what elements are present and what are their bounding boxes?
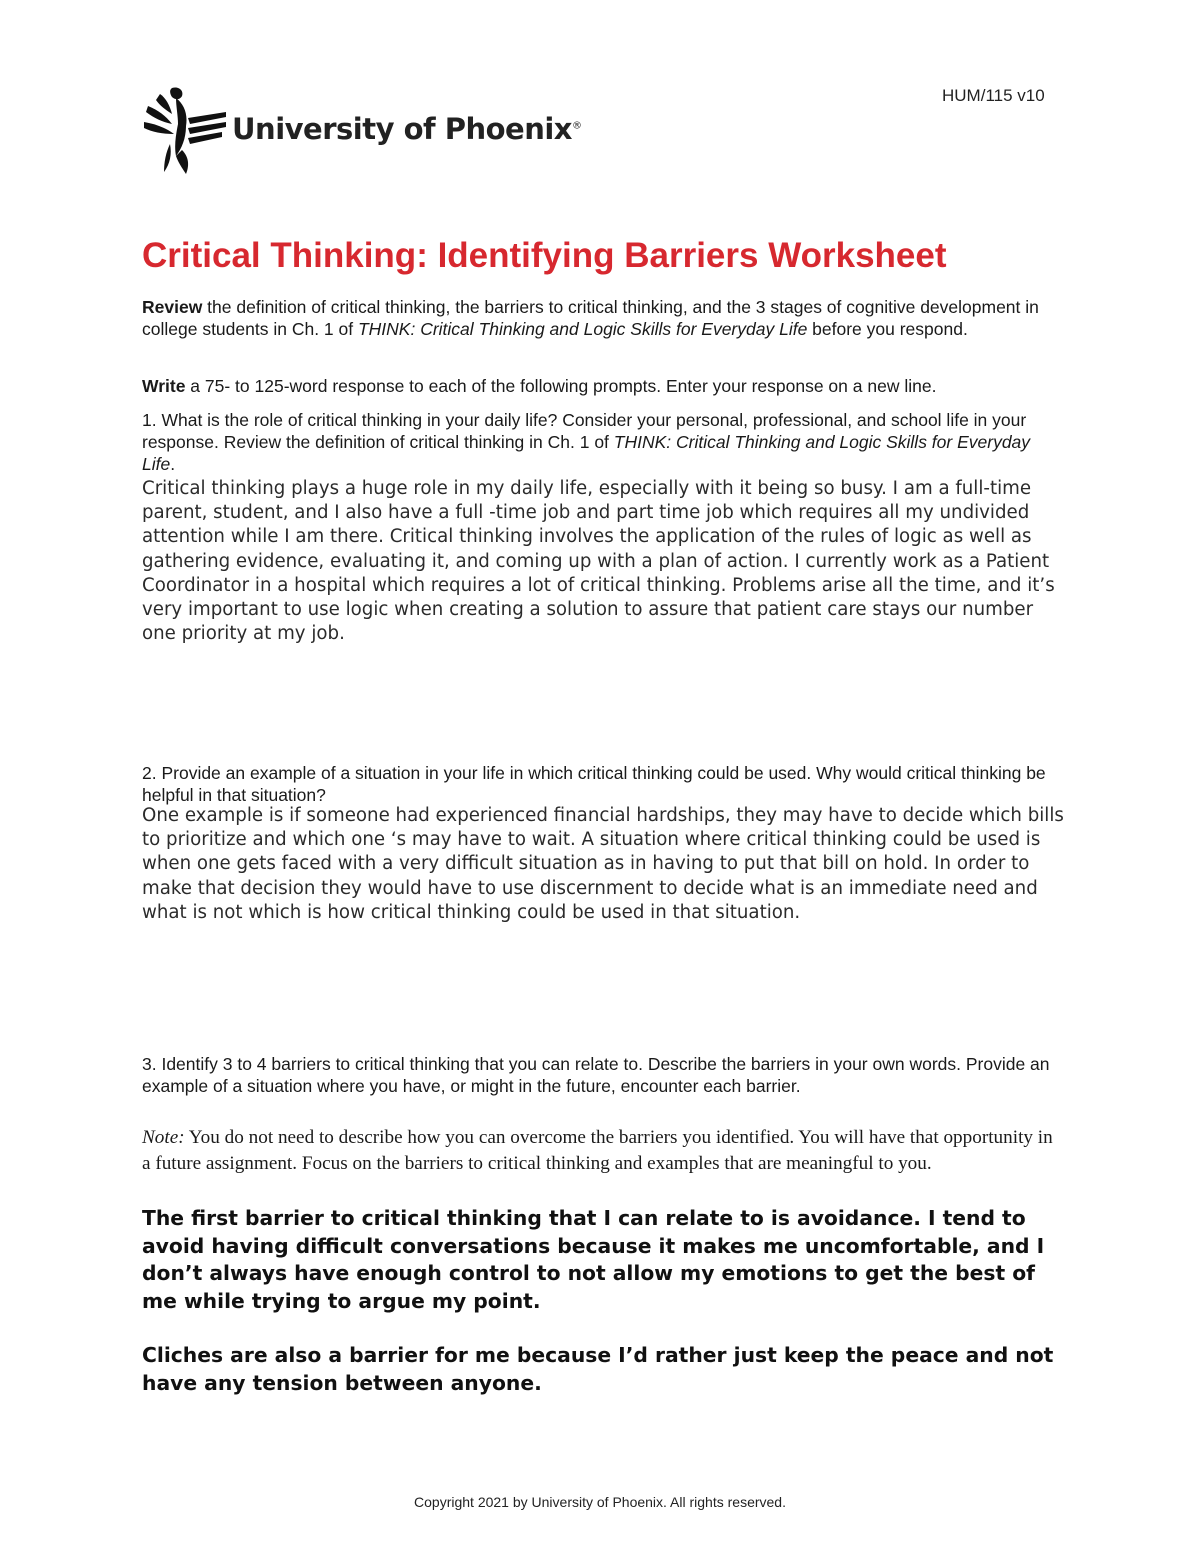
question-3-answer-1: The first barrier to critical thinking that I can relate to is avoidance. I tend to avoid having difficult conversations because it makes me uncomfortable, and I don’t always have enough control to not allow my emotions to get the best of me while trying to argue my point.: [142, 1206, 1045, 1313]
university-logo: [142, 84, 582, 176]
course-code: HUM/115 v10: [942, 86, 1045, 105]
logo-wordmark: University of Phoenix®: [232, 112, 582, 146]
review-instruction: Review the definition of critical thinking, the barriers to critical thinking, and the 3 stages of cognitive development in college students in Ch. 1 of THINK: Critical Thinking and Logic Skills for Everyday Life before you respond.: [142, 297, 1039, 339]
question-1-prompt: 1. What is the role of critical thinking in your daily life? Consider your personal, professional, and school life in your response. Review the definition of critical thinking in Ch. 1 of THINK: Critical Thinking and Logic Skills for Everyday Life.: [142, 410, 1031, 474]
question-3-answer-2: Cliches are also a barrier for me because I’d rather just keep the peace and not have any tension between anyone.: [142, 1343, 1054, 1395]
question-3-note: Note: You do not need to describe how you can overcome the barriers you identified. You will have that opportunity in a future assignment. Focus on the barriers to critical thinking and examples that are meaningful to you.: [142, 1127, 1053, 1174]
page-title: Critical Thinking: Identifying Barriers Worksheet: [142, 236, 947, 275]
question-1-answer: Critical thinking plays a huge role in my daily life, especially with it being so busy. I am a full-time parent, student, and I also have a full -time job and part time job which requires all my undivided attention while I am there. Critical thinking involves the application of the rules of logic as well as gathering evidence, evaluating it, and coming up with a plan of action. I currently work as a Patient Coordinator in a hospital which requires a lot of critical thinking. Problems arise all the time, and it’s very important to use logic when creating a solution to assure that patient care stays our number one priority at my job.: [142, 478, 1055, 645]
question-3-prompt: 3. Identify 3 to 4 barriers to critical thinking that you can relate to. Describe the barriers in your own words. Provide an example of a situation where you have, or might in the future, encounter each barrier.: [142, 1054, 1050, 1096]
question-2-prompt: 2. Provide an example of a situation in your life in which critical thinking could be used. Why would critical thinking be helpful in that situation?: [142, 763, 1046, 805]
write-instruction: Write a 75- to 125-word response to each of the following prompts. Enter your response on a new line.: [142, 376, 937, 396]
phoenix-bird-icon: [142, 84, 228, 176]
copyright-footer: Copyright 2021 by University of Phoenix. All rights reserved.: [414, 1494, 786, 1510]
question-2-answer: One example is if someone had experienced financial hardships, they may have to decide which bills to prioritize and which one ‘s may have to wait. A situation where critical thinking could be used is when one gets faced with a very difficult situation as in having to put that bill on hold. In order to make that decision they would have to use discernment to decide what is an immediate need and what is not which is how critical thinking could be used in that situation.: [142, 805, 1064, 923]
